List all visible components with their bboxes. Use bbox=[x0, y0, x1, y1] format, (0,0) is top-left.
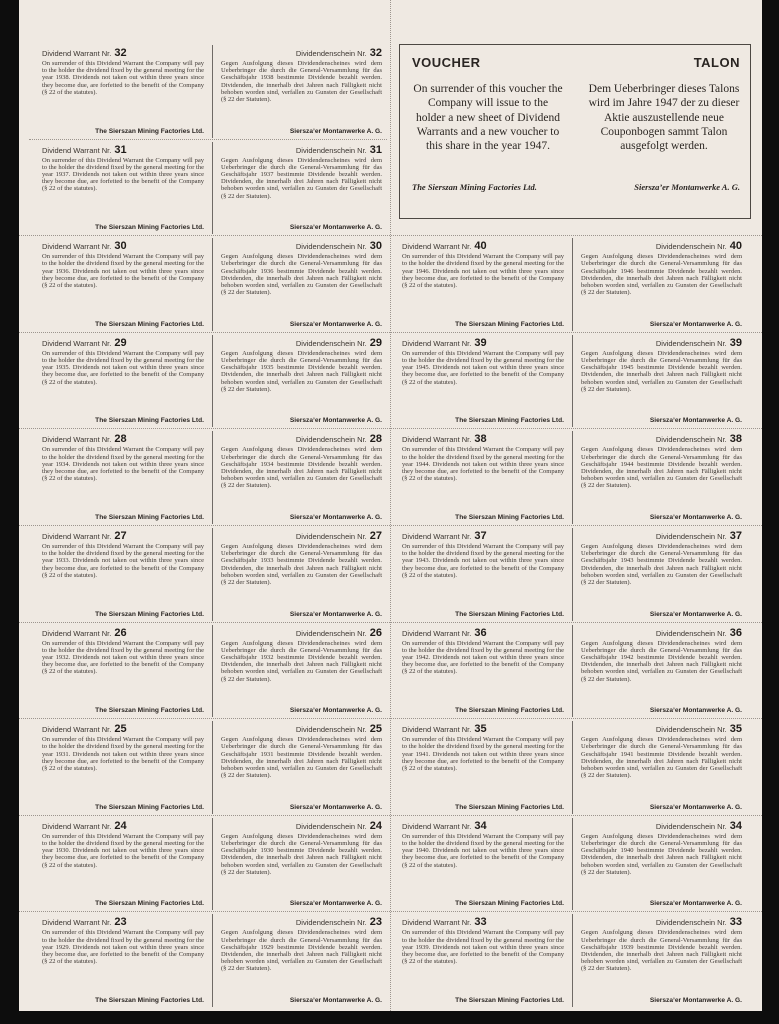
coupon-header bbox=[221, 724, 382, 736]
coupon-text: On surrender of this Dividend Warrant the Company will pay to the holder the dividend fixed by the general meeting for the year 1943. Dividends not taken out within three years since they become due, are forfeited to the benefit of the Company (§ 22 of the statutes). bbox=[402, 543, 564, 579]
dividend-warrant-en bbox=[34, 335, 212, 428]
coupon-signature: Sierszaʼer Montanwerke A. G. bbox=[289, 610, 382, 618]
dividend-warrant-en bbox=[34, 818, 212, 911]
coupon-signature: Sierszaʼer Montanwerke A. G. bbox=[649, 707, 742, 715]
coupon-header bbox=[581, 241, 742, 253]
coupon-signature: The Sierszan Mining Factories Ltd. bbox=[95, 417, 204, 425]
coupon-signature: The Sierszan Mining Factories Ltd. bbox=[455, 900, 564, 908]
dividenden-schein-de bbox=[212, 528, 390, 621]
coupon-label-group bbox=[296, 434, 382, 445]
coupon-signature: The Sierszan Mining Factories Ltd. bbox=[95, 996, 204, 1004]
coupon-label: Dividendenschein Nr. bbox=[655, 242, 727, 252]
coupon-signature: The Sierszan Mining Factories Ltd. bbox=[95, 224, 204, 232]
coupon-number: 35 bbox=[729, 723, 742, 736]
dividenden-schein-de bbox=[212, 818, 390, 911]
coupon-label: Dividend Warrant Nr. bbox=[402, 918, 472, 928]
coupon-header bbox=[42, 821, 204, 833]
coupon-text: Gegen Ausfolgung dieses Dividendenscheines wird dem Ueberbringer die durch die General-Versammlung für das Geschäftsjahr 1929 bestimmte Dividende bezahlt werden. Dividenden, die innerhalb drei Jahren nach Fälligkeit nicht behoben worden sind, verfallen zu Gunsten der Gesellschaft (§ 22 der Statuten). bbox=[221, 929, 382, 973]
coupon-label-group bbox=[656, 241, 742, 252]
voucher-panel bbox=[400, 45, 576, 218]
dividenden-schein-de bbox=[212, 625, 390, 718]
coupon-header bbox=[221, 917, 382, 929]
coupon-text: On surrender of this Dividend Warrant the Company will pay to the holder the dividend fixed by the general meeting for the year 1930. Dividends not taken out within three years since they become due, are forfeited to the benefit of the Company (§ 22 of the statutes). bbox=[42, 832, 204, 869]
coupon-text: Gegen Ausfolgung dieses Dividendenscheines wird dem Ueberbringer die durch die General-Versammlung für das Geschäftsjahr 1940 bestimmte Dividende bezahlt werden. Dividenden, die innerhalb drei Jahren nach Fälligkeit nicht behoben worden sind, verfallen zu Gunsten der Gesellschaft (§ 22 der Statuten). bbox=[581, 832, 742, 876]
coupon-text: Gegen Ausfolgung dieses Dividendenscheines wird dem Ueberbringer die durch die General-Versammlung für das Geschäftsjahr 1944 bestimmte Dividende bezahlt werden. Dividenden, die innerhalb drei Jahren nach Fälligkeit nicht behoben worden sind, verfallen zu Gunsten der Gesellschaft (§ 22 der Statuten). bbox=[581, 446, 742, 490]
coupon-header bbox=[42, 241, 204, 253]
coupon-label-group bbox=[402, 338, 487, 349]
coupon-number: 36 bbox=[474, 626, 487, 639]
coupon-number: 29 bbox=[369, 336, 382, 349]
coupon-header bbox=[581, 724, 742, 736]
coupon-text: On surrender of this Dividend Warrant the Company will pay to the holder the dividend fixed by the general meeting for the year 1931. Dividends not taken out within three years since they become due, are forfeited to the benefit of the Company (§ 22 of the statutes). bbox=[42, 736, 204, 772]
dividenden-schein-de bbox=[572, 914, 750, 1007]
coupon-signature: Sierszaʼer Montanwerke A. G. bbox=[649, 417, 742, 425]
coupon-header bbox=[221, 628, 382, 640]
coupon-number: 38 bbox=[474, 433, 487, 446]
coupon-label-group bbox=[402, 724, 487, 735]
coupon-label-group bbox=[656, 338, 742, 349]
coupon-label: Dividendenschein Nr. bbox=[295, 145, 367, 155]
dividenden-schein-de bbox=[212, 914, 390, 1007]
coupon-number: 32 bbox=[114, 47, 127, 59]
coupon-label: Dividendenschein Nr. bbox=[655, 628, 727, 638]
coupon-label-group bbox=[296, 821, 382, 832]
coupon-number: 25 bbox=[369, 723, 382, 736]
coupon-text: Gegen Ausfolgung dieses Dividendenscheines wird dem Ueberbringer die durch die General-Versammlung für das Geschäftsjahr 1934 bestimmte Dividende bezahlt werden. Dividenden, die innerhalb drei Jahren nach Fälligkeit nicht behoben worden sind, verfallen zu Gunsten der Gesellschaft (§ 22 der Statuten). bbox=[221, 446, 382, 490]
coupon-label: Dividend Warrant Nr. bbox=[402, 725, 472, 735]
coupon-header bbox=[42, 724, 204, 736]
coupon-text: Gegen Ausfolgung dieses Dividendenscheines wird dem Ueberbringer die durch die General-Versammlung für das Geschäftsjahr 1942 bestimmte Dividende bezahlt werden. Dividenden, die innerhalb drei Jahren nach Fälligkeit nicht behoben worden sind, verfallen zu Gunsten der Gesellschaft (§ 22 der Statuten). bbox=[581, 639, 742, 683]
dividend-warrant-en bbox=[394, 818, 572, 911]
coupon-text: On surrender of this Dividend Warrant the Company will pay to the holder the dividend fixed by the general meeting for the year 1946. Dividends not taken out within three years since they become due, are forfeited to the benefit of the Company (§ 22 of the statutes). bbox=[402, 253, 564, 289]
coupon-text: On surrender of this Dividend Warrant the Company will pay to the holder the dividend fixed by the general meeting for the year 1934. Dividends not taken out within three years since they become due, are forfeited to the benefit of the Company (§ 22 of the statutes). bbox=[42, 446, 204, 483]
coupon-label: Dividend Warrant Nr. bbox=[42, 918, 112, 928]
row-divider bbox=[29, 139, 387, 140]
coupon-signature: Sierszaʼer Montanwerke A. G. bbox=[289, 900, 382, 908]
coupon-number: 40 bbox=[729, 240, 742, 253]
coupon-label-group bbox=[42, 241, 127, 252]
coupon-text: Gegen Ausfolgung dieses Dividendenscheines wird dem Ueberbringer die durch die General-Versammlung für das Geschäftsjahr 1932 bestimmte Dividende bezahlt werden. Dividenden, die innerhalb drei Jahren nach Fälligkeit nicht behoben worden sind, verfallen zu Gunsten der Gesellschaft (§ 22 der Statuten). bbox=[221, 639, 382, 683]
coupon-label-group bbox=[656, 724, 742, 735]
coupon-header bbox=[221, 434, 382, 446]
dividend-warrant-en bbox=[394, 914, 572, 1007]
coupon-signature: Sierszaʼer Montanwerke A. G. bbox=[289, 320, 382, 328]
coupon-number: 26 bbox=[369, 626, 382, 639]
coupon-header bbox=[402, 434, 564, 446]
coupon-text: Gegen Ausfolgung dieses Dividendenscheines wird dem Ueberbringer die durch die General-Versammlung für das Geschäftsjahr 1946 bestimmte Dividende bezahlt werden. Dividenden, die innerhalb drei Jahren nach Fälligkeit nicht behoben worden sind, verfallen zu Gunsten der Gesellschaft (§ 22 der Statuten). bbox=[581, 253, 742, 297]
coupon-text: On surrender of this Dividend Warrant the Company will pay to the holder the dividend fixed by the general meeting for the year 1929. Dividends not taken out within three years since they become due, are forfeited to the benefit of the Company (§ 22 of the statutes). bbox=[42, 929, 204, 966]
coupon-header bbox=[42, 338, 204, 350]
coupon-number: 39 bbox=[729, 336, 742, 349]
coupon-signature: Sierszaʼer Montanwerke A. G. bbox=[649, 996, 742, 1004]
coupon-signature: Sierszaʼer Montanwerke A. G. bbox=[289, 803, 382, 811]
coupon-signature: Sierszaʼer Montanwerke A. G. bbox=[649, 610, 742, 618]
coupon-label: Dividendenschein Nr. bbox=[295, 918, 367, 928]
coupon-text: Gegen Ausfolgung dieses Dividendenscheines wird dem Ueberbringer die durch die General-Versammlung für das Geschäftsjahr 1931 bestimmte Dividende bezahlt werden. Dividenden, die innerhalb drei Jahren nach Fälligkeit nicht behoben worden sind, verfallen zu Gunsten der Gesellschaft (§ 22 der Statuten). bbox=[221, 736, 382, 780]
coupon-text: On surrender of this Dividend Warrant the Company will pay to the holder the dividend fixed by the general meeting for the year 1936. Dividends not taken out within three years since they become due, are forfeited to the benefit of the Company (§ 22 of the statutes). bbox=[42, 253, 204, 289]
column-divider bbox=[390, 0, 391, 1011]
coupon-label-group bbox=[296, 628, 382, 639]
coupon-label: Dividend Warrant Nr. bbox=[42, 725, 112, 735]
coupon-number: 39 bbox=[474, 336, 487, 349]
coupon-signature: The Sierszan Mining Factories Ltd. bbox=[455, 707, 564, 715]
coupon-header bbox=[581, 917, 742, 929]
talon-text: Dem Ueberbringer dieses Talons wird im Jahre 1947 der zu dieser Aktie auszustellende neue Couponbogen sammt Talon ausgefolgt werden. bbox=[588, 83, 740, 153]
coupon-label: Dividend Warrant Nr. bbox=[42, 145, 112, 155]
dividenden-schein-de bbox=[572, 335, 750, 428]
coupon-label: Dividendenschein Nr. bbox=[655, 725, 727, 735]
dividend-warrant-en bbox=[34, 914, 212, 1007]
coupon-signature: The Sierszan Mining Factories Ltd. bbox=[95, 900, 204, 908]
coupon-number: 37 bbox=[474, 530, 487, 542]
coupon-number: 35 bbox=[474, 723, 487, 736]
coupon-label-group bbox=[402, 241, 487, 252]
coupon-text: On surrender of this Dividend Warrant the Company will pay to the holder the dividend fixed by the general meeting for the year 1940. Dividends not taken out within three years since they become due, are forfeited to the benefit of the Company (§ 22 of the statutes). bbox=[402, 832, 564, 869]
coupon-number: 30 bbox=[114, 240, 127, 253]
coupon-label: Dividendenschein Nr. bbox=[295, 435, 367, 445]
coupon-number: 24 bbox=[369, 819, 382, 832]
voucher-signature: The Sierszan Mining Factories Ltd. bbox=[412, 182, 537, 192]
coupon-number: 25 bbox=[114, 723, 127, 736]
coupon-text: On surrender of this Dividend Warrant the Company will pay to the holder the dividend fixed by the general meeting for the year 1935. Dividends not taken out within three years since they become due, are forfeited to the benefit of the Company (§ 22 of the statutes). bbox=[42, 349, 204, 386]
talon-signature: Sierszaʼer Montanwerke A. G. bbox=[634, 182, 740, 192]
dividenden-schein-de bbox=[572, 625, 750, 718]
voucher-text: On surrender of this voucher the Company will issue to the holder a new sheet of Dividend Warrants and a new voucher to this share in the year 1947. bbox=[413, 83, 563, 153]
coupon-number: 34 bbox=[474, 819, 487, 832]
coupon-label: Dividend Warrant Nr. bbox=[42, 49, 112, 58]
coupon-label-group bbox=[42, 338, 127, 349]
coupon-header bbox=[581, 434, 742, 446]
coupon-signature: The Sierszan Mining Factories Ltd. bbox=[95, 513, 204, 521]
coupon-sheet bbox=[19, 0, 762, 1011]
coupon-signature: Sierszaʼer Montanwerke A. G. bbox=[649, 320, 742, 328]
coupon-label-group bbox=[42, 821, 127, 832]
talon-panel bbox=[576, 45, 752, 218]
coupon-signature: The Sierszan Mining Factories Ltd. bbox=[95, 320, 204, 328]
coupon-label: Dividend Warrant Nr. bbox=[42, 242, 112, 252]
coupon-label-group bbox=[296, 917, 382, 928]
coupon-number: 29 bbox=[114, 336, 127, 349]
coupon-number: 34 bbox=[729, 819, 742, 832]
coupon-number: 36 bbox=[729, 626, 742, 639]
talon-title: TALON bbox=[693, 55, 740, 70]
coupon-header bbox=[42, 628, 204, 640]
voucher-title: VOUCHER bbox=[412, 55, 481, 70]
coupon-header bbox=[581, 531, 742, 543]
dividend-warrant-en bbox=[394, 721, 572, 814]
coupon-label-group bbox=[296, 531, 382, 542]
coupon-signature: Sierszaʼer Montanwerke A. G. bbox=[649, 803, 742, 811]
coupon-label-group bbox=[402, 531, 487, 542]
coupon-header bbox=[221, 531, 382, 543]
coupon-number: 27 bbox=[369, 530, 382, 542]
coupon-signature: The Sierszan Mining Factories Ltd. bbox=[455, 513, 564, 521]
coupon-label-group bbox=[296, 338, 382, 349]
coupon-signature: Sierszaʼer Montanwerke A. G. bbox=[289, 707, 382, 715]
coupon-number: 26 bbox=[114, 626, 127, 639]
coupon-label-group bbox=[42, 531, 127, 542]
coupon-text: On surrender of this Dividend Warrant the Company will pay to the holder the dividend fixed by the general meeting for the year 1938. Dividends not taken out within three years since they become due, are forfeited to the benefit of the Company (§ 22 of the statutes). bbox=[42, 60, 204, 96]
coupon-header bbox=[581, 628, 742, 640]
dividend-warrant-en bbox=[34, 625, 212, 718]
coupon-label: Dividendenschein Nr. bbox=[295, 242, 367, 252]
dividenden-schein-de bbox=[212, 238, 390, 331]
coupon-number: 31 bbox=[369, 143, 382, 156]
coupon-text: Gegen Ausfolgung dieses Dividendenscheines wird dem Ueberbringer die durch die General-Versammlung für das Geschäftsjahr 1939 bestimmte Dividende bezahlt werden. Dividenden, die innerhalb drei Jahren nach Fälligkeit nicht behoben worden sind, verfallen zu Gunsten der Gesellschaft (§ 22 der Statuten). bbox=[581, 929, 742, 973]
coupon-signature: Sierszaʼer Montanwerke A. G. bbox=[649, 900, 742, 908]
coupon-number: 40 bbox=[474, 240, 487, 253]
coupon-label: Dividendenschein Nr. bbox=[295, 725, 367, 735]
coupon-number: 28 bbox=[114, 433, 127, 446]
dividenden-schein-de bbox=[212, 721, 390, 814]
coupon-label-group bbox=[296, 241, 382, 252]
dividenden-schein-de bbox=[212, 431, 390, 524]
coupon-signature: The Sierszan Mining Factories Ltd. bbox=[455, 996, 564, 1004]
dividend-warrant-en bbox=[394, 528, 572, 621]
dividend-warrant-en bbox=[394, 431, 572, 524]
coupon-label-group bbox=[296, 48, 382, 59]
dividenden-schein-de bbox=[572, 818, 750, 911]
coupon-label-group bbox=[656, 821, 742, 832]
coupon-label-group bbox=[42, 434, 127, 445]
coupon-signature: Sierszaʼer Montanwerke A. G. bbox=[289, 224, 382, 232]
dividend-warrant-en bbox=[394, 625, 572, 718]
coupon-label: Dividendenschein Nr. bbox=[295, 628, 367, 638]
coupon-label: Dividend Warrant Nr. bbox=[42, 821, 112, 831]
coupon-signature: The Sierszan Mining Factories Ltd. bbox=[455, 610, 564, 618]
dividend-warrant-en bbox=[34, 431, 212, 524]
dividenden-schein-de bbox=[212, 45, 390, 138]
coupon-header bbox=[42, 434, 204, 446]
coupon-label-group bbox=[402, 821, 487, 832]
dividend-warrant-en bbox=[34, 721, 212, 814]
dividenden-schein-de bbox=[572, 431, 750, 524]
coupon-number: 32 bbox=[369, 47, 382, 59]
coupon-signature: The Sierszan Mining Factories Ltd. bbox=[95, 610, 204, 618]
coupon-header bbox=[221, 48, 382, 60]
coupon-label: Dividendenschein Nr. bbox=[655, 435, 727, 445]
dividenden-schein-de bbox=[572, 721, 750, 814]
coupon-header bbox=[402, 917, 564, 929]
coupon-label-group bbox=[656, 531, 742, 542]
coupon-header bbox=[402, 821, 564, 833]
voucher-talon-box bbox=[399, 44, 751, 219]
coupon-label-group bbox=[296, 724, 382, 735]
coupon-label-group bbox=[42, 628, 127, 639]
coupon-label: Dividend Warrant Nr. bbox=[42, 532, 112, 541]
coupon-signature: The Sierszan Mining Factories Ltd. bbox=[95, 127, 204, 135]
dividend-warrant-en bbox=[34, 45, 212, 138]
coupon-signature: The Sierszan Mining Factories Ltd. bbox=[95, 803, 204, 811]
dividenden-schein-de bbox=[572, 238, 750, 331]
coupon-text: On surrender of this Dividend Warrant the Company will pay to the holder the dividend fixed by the general meeting for the year 1932. Dividends not taken out within three years since they become due, are forfeited to the benefit of the Company (§ 22 of the statutes). bbox=[42, 639, 204, 676]
coupon-text: Gegen Ausfolgung dieses Dividendenscheines wird dem Ueberbringer die durch die General-Versammlung für das Geschäftsjahr 1938 bestimmte Dividende bezahlt werden. Dividenden, die innerhalb drei Jahren nach Fälligkeit nicht behoben worden sind, verfallen zu Gunsten der Gesellschaft (§ 22 der Statuten). bbox=[221, 60, 382, 104]
dividenden-schein-de bbox=[572, 528, 750, 621]
coupon-header bbox=[42, 145, 204, 157]
coupon-label: Dividend Warrant Nr. bbox=[42, 628, 112, 638]
coupon-signature: Sierszaʼer Montanwerke A. G. bbox=[289, 127, 382, 135]
coupon-label: Dividend Warrant Nr. bbox=[402, 628, 472, 638]
coupon-header bbox=[221, 338, 382, 350]
coupon-label: Dividendenschein Nr. bbox=[295, 532, 367, 541]
coupon-number: 37 bbox=[729, 530, 742, 542]
dividend-warrant-en bbox=[34, 142, 212, 235]
coupon-header bbox=[42, 917, 204, 929]
coupon-text: Gegen Ausfolgung dieses Dividendenscheines wird dem Ueberbringer die durch die General-Versammlung für das Geschäftsjahr 1943 bestimmte Dividende bezahlt werden. Dividenden, die innerhalb drei Jahren nach Fälligkeit nicht behoben worden sind, verfallen zu Gunsten der Gesellschaft (§ 22 der Statuten). bbox=[581, 543, 742, 587]
coupon-number: 23 bbox=[369, 916, 382, 929]
coupon-text: On surrender of this Dividend Warrant the Company will pay to the holder the dividend fixed by the general meeting for the year 1942. Dividends not taken out within three years since they become due, are forfeited to the benefit of the Company (§ 22 of the statutes). bbox=[402, 639, 564, 676]
coupon-header bbox=[221, 821, 382, 833]
coupon-label-group bbox=[42, 145, 127, 156]
dividend-warrant-en bbox=[394, 238, 572, 331]
coupon-header bbox=[581, 338, 742, 350]
coupon-label: Dividendenschein Nr. bbox=[655, 918, 727, 928]
coupon-label: Dividendenschein Nr. bbox=[655, 821, 727, 831]
coupon-label: Dividend Warrant Nr. bbox=[402, 338, 472, 348]
coupon-label-group bbox=[656, 628, 742, 639]
coupon-label-group bbox=[42, 724, 127, 735]
coupon-label: Dividend Warrant Nr. bbox=[402, 821, 472, 831]
coupon-label-group bbox=[402, 434, 487, 445]
coupon-header bbox=[402, 531, 564, 543]
coupon-number: 33 bbox=[729, 916, 742, 929]
coupon-header bbox=[42, 531, 204, 543]
coupon-text: Gegen Ausfolgung dieses Dividendenscheines wird dem Ueberbringer die durch die General-Versammlung für das Geschäftsjahr 1937 bestimmte Dividende bezahlt werden. Dividenden, die innerhalb drei Jahren nach Fälligkeit nicht behoben worden sind, verfallen zu Gunsten der Gesellschaft (§ 22 der Statuten). bbox=[221, 156, 382, 200]
coupon-number: 23 bbox=[114, 916, 127, 929]
coupon-label-group bbox=[42, 917, 127, 928]
coupon-label-group bbox=[42, 48, 127, 59]
coupon-header bbox=[581, 821, 742, 833]
coupon-number: 38 bbox=[729, 433, 742, 446]
coupon-label: Dividend Warrant Nr. bbox=[402, 532, 472, 541]
coupon-header bbox=[221, 241, 382, 253]
coupon-label: Dividendenschein Nr. bbox=[295, 49, 367, 58]
dividenden-schein-de bbox=[212, 142, 390, 235]
coupon-number: 33 bbox=[474, 916, 487, 929]
coupon-header bbox=[402, 628, 564, 640]
coupon-label-group bbox=[656, 917, 742, 928]
coupon-signature: The Sierszan Mining Factories Ltd. bbox=[95, 707, 204, 715]
coupon-number: 31 bbox=[114, 143, 127, 156]
coupon-label: Dividendenschein Nr. bbox=[655, 338, 727, 348]
coupon-signature: The Sierszan Mining Factories Ltd. bbox=[455, 803, 564, 811]
coupon-text: Gegen Ausfolgung dieses Dividendenscheines wird dem Ueberbringer die durch die General-Versammlung für das Geschäftsjahr 1930 bestimmte Dividende bezahlt werden. Dividenden, die innerhalb drei Jahren nach Fälligkeit nicht behoben worden sind, verfallen zu Gunsten der Gesellschaft (§ 22 der Statuten). bbox=[221, 832, 382, 876]
dividend-warrant-en bbox=[34, 238, 212, 331]
coupon-label: Dividendenschein Nr. bbox=[295, 338, 367, 348]
coupon-label: Dividend Warrant Nr. bbox=[402, 435, 472, 445]
coupon-header bbox=[402, 338, 564, 350]
coupon-text: On surrender of this Dividend Warrant the Company will pay to the holder the dividend fixed by the general meeting for the year 1939. Dividends not taken out within three years since they become due, are forfeited to the benefit of the Company (§ 22 of the statutes). bbox=[402, 929, 564, 966]
coupon-label-group bbox=[656, 434, 742, 445]
coupon-signature: The Sierszan Mining Factories Ltd. bbox=[455, 320, 564, 328]
coupon-header bbox=[402, 724, 564, 736]
coupon-label-group bbox=[296, 145, 382, 156]
coupon-label: Dividend Warrant Nr. bbox=[402, 242, 472, 252]
coupon-number: 30 bbox=[369, 240, 382, 253]
coupon-text: On surrender of this Dividend Warrant the Company will pay to the holder the dividend fixed by the general meeting for the year 1944. Dividends not taken out within three years since they become due, are forfeited to the benefit of the Company (§ 22 of the statutes). bbox=[402, 446, 564, 483]
coupon-number: 27 bbox=[114, 530, 127, 542]
dividend-warrant-en bbox=[34, 528, 212, 621]
coupon-text: Gegen Ausfolgung dieses Dividendenscheines wird dem Ueberbringer die durch die General-Versammlung für das Geschäftsjahr 1941 bestimmte Dividende bezahlt werden. Dividenden, die innerhalb drei Jahren nach Fälligkeit nicht behoben worden sind, verfallen zu Gunsten der Gesellschaft (§ 22 der Statuten). bbox=[581, 736, 742, 780]
coupon-text: On surrender of this Dividend Warrant the Company will pay to the holder the dividend fixed by the general meeting for the year 1937. Dividends not taken out within three years since they become due, are forfeited to the benefit of the Company (§ 22 of the statutes). bbox=[42, 156, 204, 193]
coupon-label: Dividendenschein Nr. bbox=[655, 532, 727, 541]
coupon-header bbox=[402, 241, 564, 253]
coupon-signature: The Sierszan Mining Factories Ltd. bbox=[455, 417, 564, 425]
coupon-label: Dividend Warrant Nr. bbox=[42, 338, 112, 348]
coupon-number: 24 bbox=[114, 819, 127, 832]
coupon-text: On surrender of this Dividend Warrant the Company will pay to the holder the dividend fixed by the general meeting for the year 1933. Dividends not taken out within three years since they become due, are forfeited to the benefit of the Company (§ 22 of the statutes). bbox=[42, 543, 204, 579]
coupon-signature: Sierszaʼer Montanwerke A. G. bbox=[289, 513, 382, 521]
coupon-label-group bbox=[402, 917, 487, 928]
coupon-text: Gegen Ausfolgung dieses Dividendenscheines wird dem Ueberbringer die durch die General-Versammlung für das Geschäftsjahr 1933 bestimmte Dividende bezahlt werden. Dividenden, die innerhalb drei Jahren nach Fälligkeit nicht behoben worden sind, verfallen zu Gunsten der Gesellschaft (§ 22 der Statuten). bbox=[221, 543, 382, 587]
coupon-text: On surrender of this Dividend Warrant the Company will pay to the holder the dividend fixed by the general meeting for the year 1941. Dividends not taken out within three years since they become due, are forfeited to the benefit of the Company (§ 22 of the statutes). bbox=[402, 736, 564, 772]
dividend-warrant-en bbox=[394, 335, 572, 428]
coupon-signature: Sierszaʼer Montanwerke A. G. bbox=[289, 417, 382, 425]
coupon-text: On surrender of this Dividend Warrant the Company will pay to the holder the dividend fixed by the general meeting for the year 1945. Dividends not taken out within three years since they become due, are forfeited to the benefit of the Company (§ 22 of the statutes). bbox=[402, 349, 564, 386]
coupon-text: Gegen Ausfolgung dieses Dividendenscheines wird dem Ueberbringer die durch die General-Versammlung für das Geschäftsjahr 1945 bestimmte Dividende bezahlt werden. Dividenden, die innerhalb drei Jahren nach Fälligkeit nicht behoben worden sind, verfallen zu Gunsten der Gesellschaft (§ 22 der Statuten). bbox=[581, 349, 742, 393]
coupon-header bbox=[42, 48, 204, 60]
coupon-number: 28 bbox=[369, 433, 382, 446]
dividenden-schein-de bbox=[212, 335, 390, 428]
coupon-label: Dividend Warrant Nr. bbox=[42, 435, 112, 445]
coupon-header bbox=[221, 145, 382, 157]
coupon-label: Dividendenschein Nr. bbox=[295, 821, 367, 831]
coupon-signature: Sierszaʼer Montanwerke A. G. bbox=[289, 996, 382, 1004]
coupon-label-group bbox=[402, 628, 487, 639]
coupon-signature: Sierszaʼer Montanwerke A. G. bbox=[649, 513, 742, 521]
coupon-text: Gegen Ausfolgung dieses Dividendenscheines wird dem Ueberbringer die durch die General-Versammlung für das Geschäftsjahr 1936 bestimmte Dividende bezahlt werden. Dividenden, die innerhalb drei Jahren nach Fälligkeit nicht behoben worden sind, verfallen zu Gunsten der Gesellschaft (§ 22 der Statuten). bbox=[221, 253, 382, 297]
coupon-text: Gegen Ausfolgung dieses Dividendenscheines wird dem Ueberbringer die durch die General-Versammlung für das Geschäftsjahr 1935 bestimmte Dividende bezahlt werden. Dividenden, die innerhalb drei Jahren nach Fälligkeit nicht behoben worden sind, verfallen zu Gunsten der Gesellschaft (§ 22 der Statuten). bbox=[221, 349, 382, 393]
